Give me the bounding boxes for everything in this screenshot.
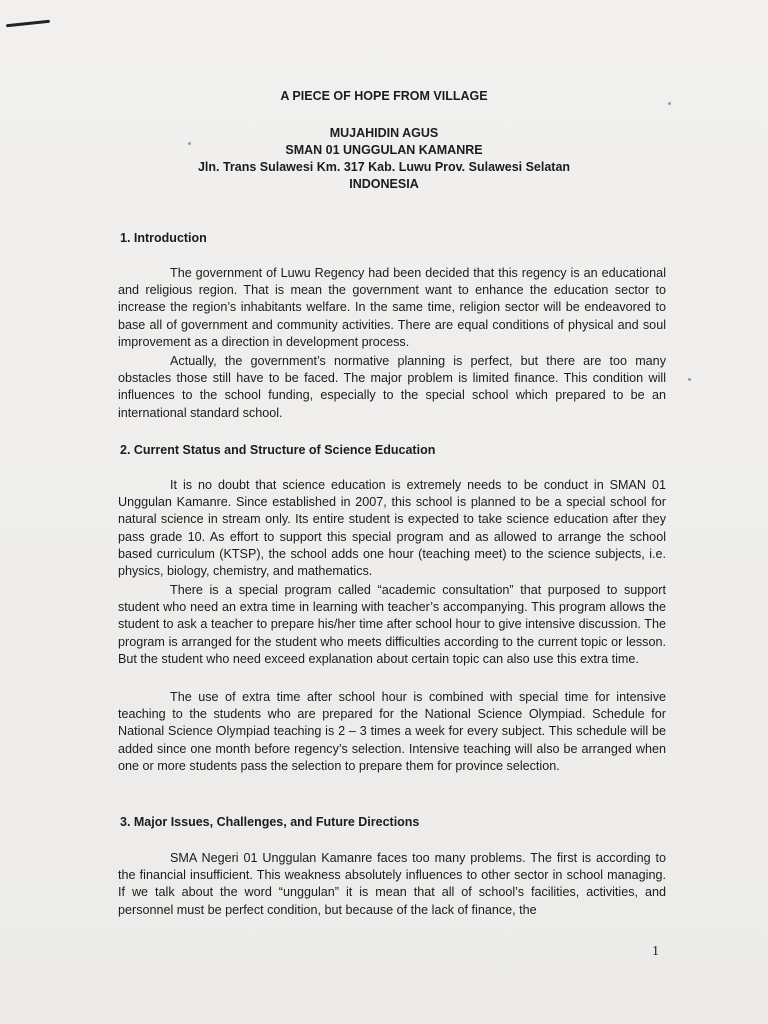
author-name: MUJAHIDIN AGUS — [329, 126, 439, 140]
paragraph: The use of extra time after school hour is combined with special time for intensive teaching to the students who are prepared for the National Science Olympiad. Schedule for National Science Olympiad teaching is 2 – 3 times a week for every subject. This schedule will be added since one month before regency’s selection. Intensive teaching will also be arranged when one or more students pass the selection to prepare them for province selection. — [118, 690, 666, 773]
school-address: Jln. Trans Sulawesi Km. 317 Kab. Luwu Prov. Sulawesi Selatan — [197, 160, 571, 174]
paragraph: The government of Luwu Regency had been decided that this regency is an educational and religious region. That is mean the government want to enhance the education sector to increase the region’s inhabitants welfare. In the same time, religion sector will be endeavored to base all of government and community activities. There are equal conditions of physical and soul improvement as a direction in development process. — [118, 266, 666, 349]
document-header — [0, 88, 768, 193]
document-title: A PIECE OF HOPE FROM VILLAGE — [280, 89, 488, 103]
section-heading: 3. Major Issues, Challenges, and Future Directions — [120, 815, 420, 829]
paragraph: SMA Negeri 01 Unggulan Kamanre faces too many problems. The first is according to the financial insufficient. This weakness absolutely influences to other sector in school managing. If we talk about the word “unggulan” it is mean that all of school’s facilities, activities, and personnel must be perfect condition, but because of the lack of finance, the — [118, 851, 666, 917]
section-heading: 2. Current Status and Structure of Science Education — [120, 443, 436, 457]
paragraph: There is a special program called “academic consultation” that purposed to support student who need an extra time in learning with teacher’s accompanying. This program allows the student to ask a teacher to prepare his/her time after school hour to give intensive discussion. The program is arranged for the student who meets difficulties according to the current topic or lesson. But the student who need exceed explanation about certain topic can also use this extra time. — [118, 583, 666, 666]
paragraph: It is no doubt that science education is extremely needs to be conduct in SMAN 01 Unggulan Kamanre. Since established in 2007, this school is planned to be a special school for natural science in stream only. Its entire student is expected to take science education after they pass grade 10. As effort to support this special program and as allowed to arrange the school based curriculum (KTSP), the school adds one hour (teaching meet) to the science subjects, i.e. physics, biology, chemistry, and mathematics. — [118, 478, 666, 579]
school-name: SMAN 01 UNGGULAN KAMANRE — [285, 143, 483, 157]
section-heading: 1. Introduction — [120, 231, 207, 245]
country: INDONESIA — [349, 177, 419, 191]
pen-mark — [6, 20, 50, 28]
scan-speck — [688, 378, 691, 381]
paragraph: Actually, the government’s normative planning is perfect, but there are too many obstacles those still have to be faced. The major problem is limited finance. This condition will influences to the school funding, especially to the special school which prepared to be an international standard school. — [118, 354, 666, 420]
page-number: 1 — [652, 944, 659, 959]
